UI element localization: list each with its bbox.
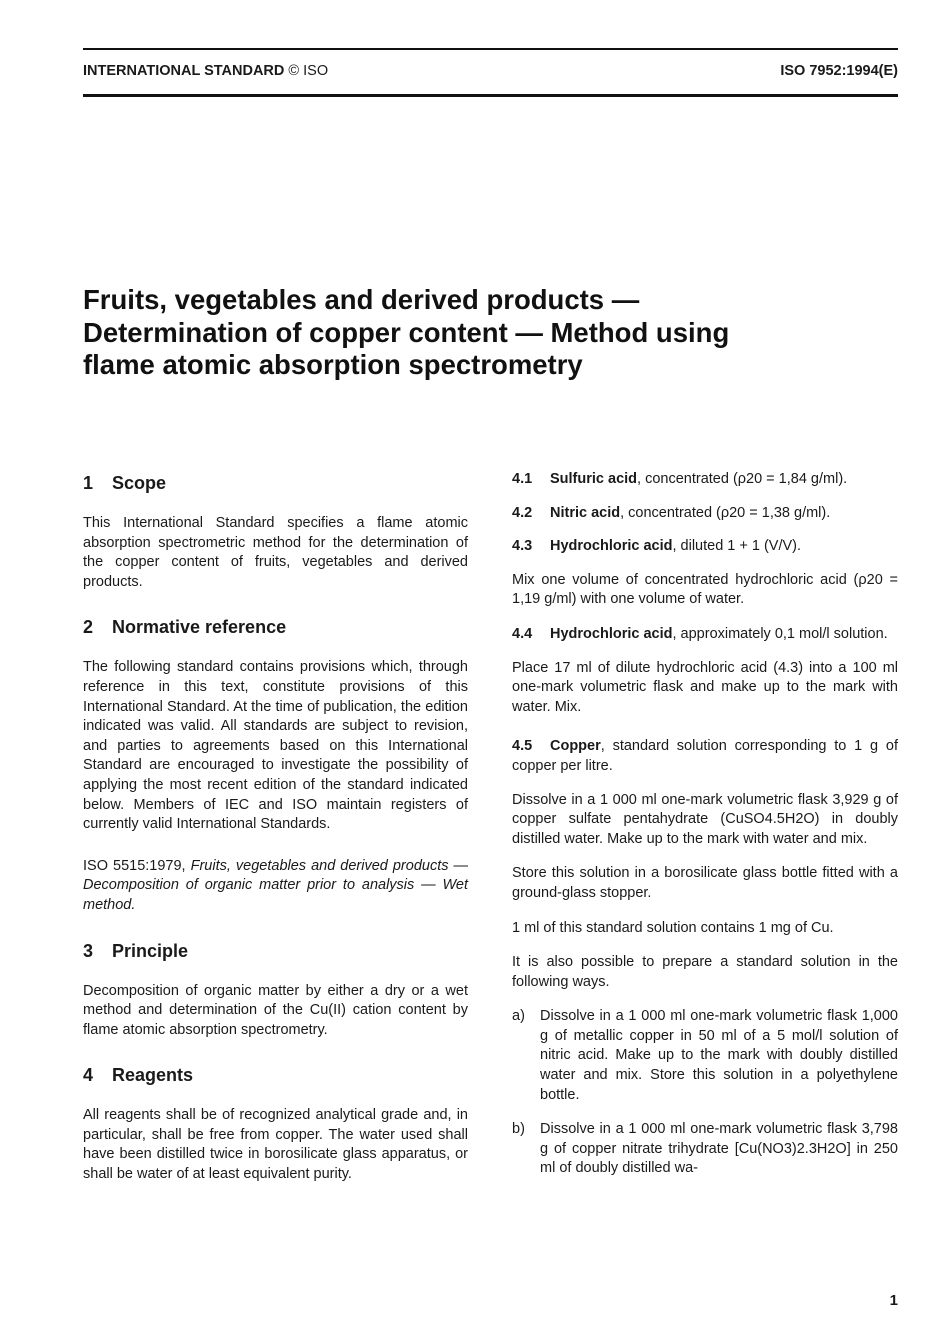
reagent-4-5-p3: 1 ml of this standard solution contains 1 mg of Cu. (512, 919, 834, 936)
reagent-4-5-p2: Store this solution in a borosilicate glass bottle fitted with a ground-glass stopper. (512, 865, 898, 901)
right-column (512, 470, 898, 1194)
reagents-text: All reagents shall be of recognized analytical grade and, in particular, shall be free from copper. The water used shall have been distilled twice in borosilicate glass apparatus, or shall be water of at least equivalent purity. (83, 1107, 468, 1183)
normative-reference: ISO 5515:1979, Fruits, vegetables and derived products — Decomposition of organic matter prior to analysis — Wet method. (83, 857, 469, 913)
section-heading-scope: 1 Scope (83, 473, 167, 493)
list-item-a: a) Dissolve in a 1 000 ml one-mark volumetric flask 1,000 g of metallic copper in 50 ml of a 5 mol/l solution of nitric acid. Make up to the mark with doubly distilled water and mix. Store this solution in a polyethylene bottle. (512, 1008, 898, 1103)
reagent-4-1: 4.1 Sulfuric acid, concentrated (ρ20 = 1,84 g/ml). (512, 471, 848, 487)
reagent-4-5-p1: Dissolve in a 1 000 ml one-mark volumetric flask 3,929 g of copper sulfate pentahydrate (CuSO4.5H2O) in doubly distilled water. Make up to the mark with water and mix. (512, 791, 898, 847)
normative-text: The following standard contains provisions which, through reference in this text, constitute provisions of this International Standard. At the time of publication, the edition indicated was valid. All standards are subject to revision, and parties to agreements based on this International Standard are encouraged to investigate the possibility of applying the most recent edition of the standard indicated below. Members of IEC and ISO maintain registers of currently valid International Standards. (83, 659, 468, 833)
section-heading-reagents: 4 Reagents (83, 1065, 194, 1086)
reagent-4-3-text: Mix one volume of concentrated hydrochloric acid (ρ20 = 1,19 g/ml) with one volume of water. (512, 571, 898, 608)
list-item-b: b) Dissolve in a 1 000 ml one-mark volumetric flask 3,798 g of copper nitrate trihydrate [Cu(NO3)2.3H2O] in 250 ml of doubly distilled wa- (512, 1121, 898, 1177)
header-right: ISO 7952:1994(E) (780, 63, 898, 79)
header-rule-bottom (83, 94, 898, 97)
reagent-4-5: 4.5 Copper, standard solution corresponding to 1 g of copper per litre. (512, 738, 898, 774)
document-title: Fruits, vegetables and derived products — Determination of copper content — Method using flame atomic absorption spectrometry (83, 284, 730, 380)
reagent-4-4-text: Place 17 ml of dilute hydrochloric acid (4.3) into a 100 ml one-mark volumetric flask and make up to the mark with water. Mix. (512, 659, 898, 715)
reagent-4-3: 4.3 Hydrochloric acid, diluted 1 + 1 (V/V). (512, 538, 802, 555)
section-heading-principle: 3 Principle (83, 940, 189, 961)
reagent-4-2: 4.2 Nitric acid, concentrated (ρ20 = 1,38 g/ml). (512, 504, 831, 521)
principle-text: Decomposition of organic matter by either a dry or a wet method and determination of the Cu(II) cation content by flame atomic absorption spectrometry. (83, 982, 468, 1038)
left-column (83, 470, 468, 1207)
reagent-4-5-p4: It is also possible to prepare a standard solution in the following ways. (512, 954, 898, 990)
section-heading-normative: 2 Normative reference (83, 617, 287, 638)
header-left: INTERNATIONAL STANDARD © ISO (83, 63, 329, 79)
scope-text: This International Standard specifies a flame atomic absorption spectrometric method for the determination of the copper content of fruits, vegetables and derived products. (83, 515, 468, 590)
page-number: 1 (889, 1292, 898, 1309)
reagent-4-4: 4.4 Hydrochloric acid, approximately 0,1 mol/l solution. (512, 625, 888, 642)
header-rule-top (83, 48, 898, 50)
